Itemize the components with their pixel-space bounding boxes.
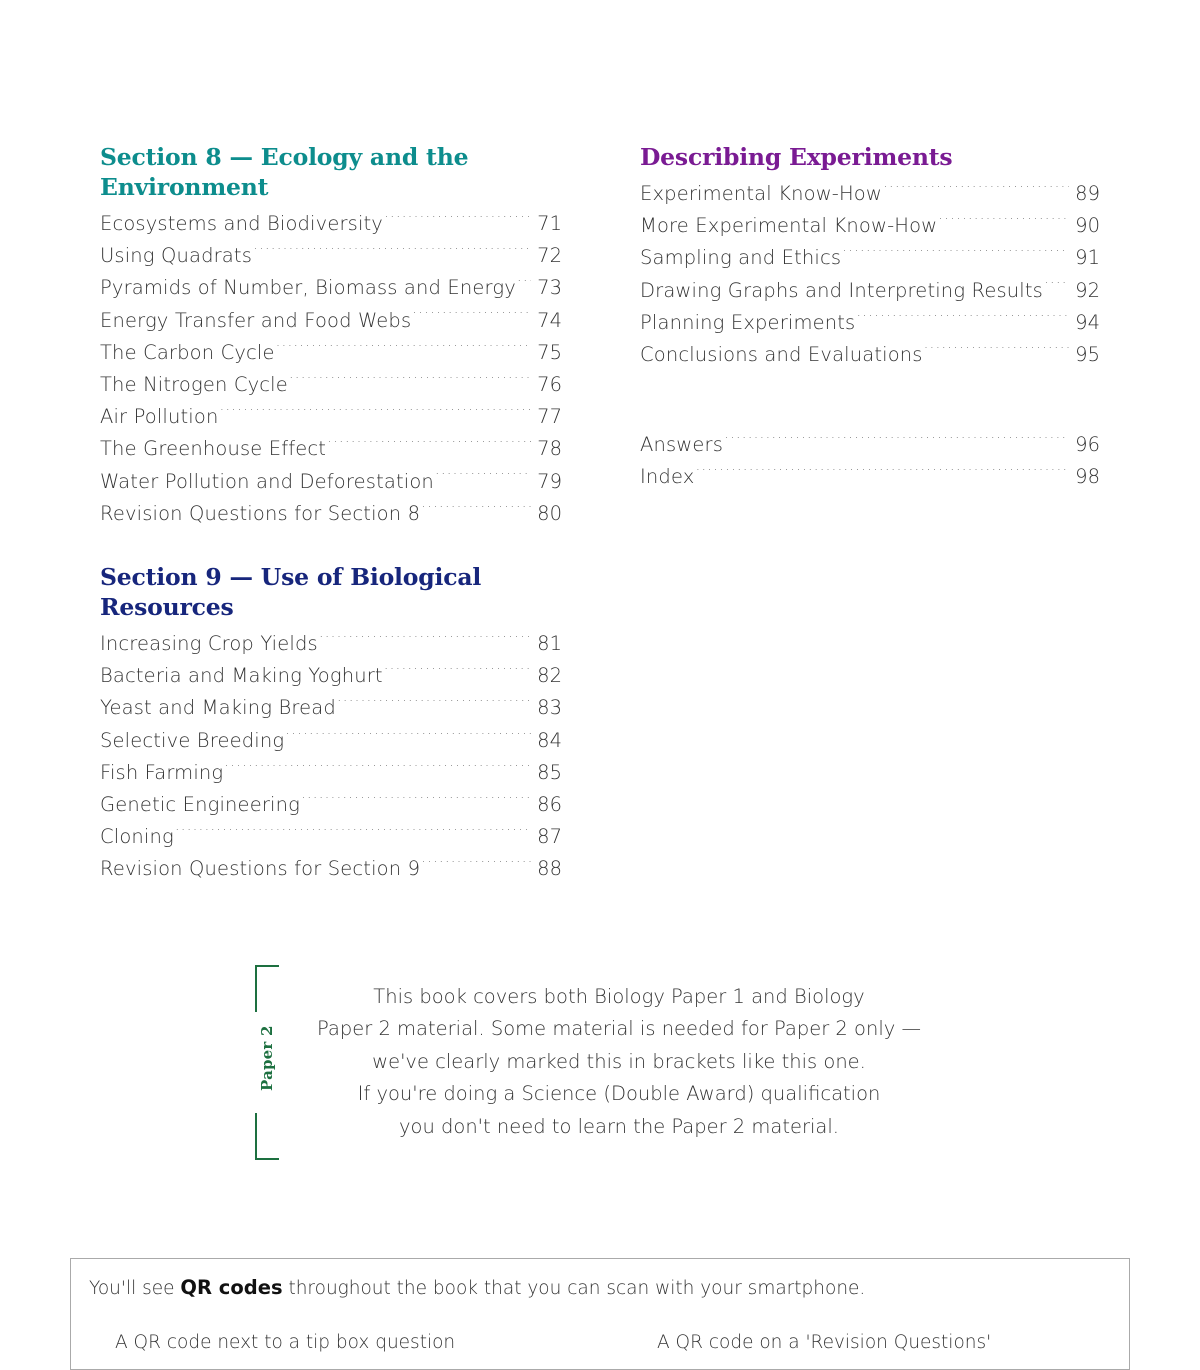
toc-entry-title: Cloning bbox=[100, 825, 174, 849]
toc-entry[interactable] bbox=[100, 208, 562, 240]
dot-leader bbox=[421, 500, 531, 520]
toc-entry-title: Revision Questions for Section 8 bbox=[100, 501, 421, 525]
toc-entry-page: 78 bbox=[537, 437, 562, 461]
dot-leader bbox=[1044, 277, 1069, 297]
toc-entry-title: Air Pollution bbox=[100, 405, 219, 429]
toc-entry-title: Ecosystems and Biodiversity bbox=[100, 212, 383, 235]
qr-intro-text bbox=[89, 1276, 865, 1299]
dot-leader bbox=[327, 436, 531, 456]
toc-entry[interactable] bbox=[100, 401, 562, 433]
toc-entry-page: 77 bbox=[537, 405, 562, 429]
toc-entry[interactable] bbox=[100, 692, 562, 724]
toc-entry-title: More Experimental Know-How bbox=[640, 214, 938, 238]
toc-entry-page: 95 bbox=[1075, 343, 1100, 367]
paper-2-line: Paper 2 material. Some material is needed for Paper 2 only — bbox=[317, 1017, 921, 1041]
toc-entry-title: The Carbon Cycle bbox=[100, 340, 275, 364]
toc-entry-page: 92 bbox=[1075, 278, 1100, 302]
paper-2-line: you don't need to learn the Paper 2 material. bbox=[398, 1114, 840, 1138]
toc-entry-page: 76 bbox=[537, 373, 562, 397]
paper-2-body-text bbox=[315, 981, 923, 1143]
toc-entry[interactable] bbox=[640, 210, 1100, 242]
dot-leader bbox=[883, 181, 1069, 201]
toc-entry-title: Pyramids of Number, Biomass and Energy bbox=[100, 276, 516, 300]
dot-leader bbox=[276, 339, 531, 359]
toc-entry-title: Answers bbox=[640, 433, 724, 457]
back-matter-entry-list bbox=[640, 429, 1100, 493]
dot-leader bbox=[289, 372, 531, 392]
toc-entry[interactable] bbox=[100, 433, 562, 465]
section-8-entry-list bbox=[100, 208, 562, 530]
toc-entry-title: Energy Transfer and Food Webs bbox=[100, 308, 412, 332]
paper-2-label: Paper 2 bbox=[258, 1024, 276, 1091]
toc-entry-page: 81 bbox=[537, 632, 562, 656]
toc-entry-title: The Nitrogen Cycle bbox=[100, 373, 288, 397]
toc-entry-title: Revision Questions for Section 9 bbox=[100, 857, 421, 881]
toc-entry-title: The Greenhouse Effect bbox=[100, 437, 327, 461]
toc-entry-page: 72 bbox=[537, 244, 562, 268]
toc-entry-page: 91 bbox=[1075, 246, 1100, 270]
dot-leader bbox=[435, 468, 531, 488]
qr-codes-info-box bbox=[70, 1258, 1130, 1370]
toc-entry-page: 94 bbox=[1075, 310, 1100, 334]
toc-entry-page: 73 bbox=[537, 276, 562, 300]
contents-left-column bbox=[100, 142, 562, 886]
toc-entry-page: 85 bbox=[537, 760, 562, 784]
toc-entry-page: 98 bbox=[1075, 465, 1100, 489]
dot-leader bbox=[319, 631, 531, 651]
toc-entry-page: 82 bbox=[537, 664, 562, 688]
section-9-entry-list bbox=[100, 628, 562, 886]
toc-entry[interactable] bbox=[640, 242, 1100, 274]
toc-entry[interactable] bbox=[100, 821, 562, 853]
toc-entry[interactable] bbox=[100, 498, 562, 530]
qr-caption-revision-questions: A QR code on a 'Revision Questions' bbox=[657, 1332, 992, 1353]
qr-intro-before: You'll see bbox=[89, 1278, 181, 1299]
toc-entry[interactable] bbox=[640, 339, 1100, 371]
bracket-bottom-arm bbox=[255, 1113, 279, 1160]
paper-2-callout bbox=[255, 965, 925, 1160]
bracket-top-arm bbox=[255, 965, 279, 1012]
dot-leader bbox=[384, 211, 531, 231]
toc-entry-title: Drawing Graphs and Interpreting Results bbox=[640, 278, 1043, 302]
dot-leader bbox=[724, 432, 1069, 452]
toc-entry-title: Selective Breeding bbox=[100, 728, 285, 752]
qr-caption-tip-box: A QR code next to a tip box question bbox=[115, 1332, 456, 1353]
toc-entry-title: Planning Experiments bbox=[640, 310, 856, 334]
dot-leader bbox=[224, 759, 531, 779]
section-spacer bbox=[640, 371, 1100, 429]
dot-leader bbox=[517, 275, 531, 295]
toc-entry-page: 83 bbox=[537, 696, 562, 720]
toc-entry[interactable] bbox=[100, 337, 562, 369]
dot-leader bbox=[384, 663, 531, 683]
toc-entry-page: 80 bbox=[537, 501, 562, 525]
toc-entry[interactable] bbox=[100, 725, 562, 757]
toc-entry[interactable] bbox=[100, 628, 562, 660]
dot-leader bbox=[253, 243, 531, 263]
toc-entry[interactable] bbox=[100, 240, 562, 272]
paper-2-line: we've clearly marked this in brackets like this one. bbox=[372, 1049, 866, 1073]
toc-entry-title: Sampling and Ethics bbox=[640, 246, 842, 270]
toc-entry[interactable] bbox=[100, 466, 562, 498]
toc-entry-title: Using Quadrats bbox=[100, 244, 253, 268]
describing-experiments-entry-list bbox=[640, 178, 1100, 371]
toc-entry-page: 96 bbox=[1075, 433, 1100, 457]
dot-leader bbox=[301, 792, 531, 812]
section-8-heading: Section 8 — Ecology and the Environment bbox=[100, 143, 469, 201]
toc-entry[interactable] bbox=[640, 307, 1100, 339]
dot-leader bbox=[175, 824, 531, 844]
toc-entry[interactable] bbox=[100, 853, 562, 885]
toc-entry-title: Conclusions and Evaluations bbox=[640, 343, 923, 367]
dot-leader bbox=[842, 245, 1069, 265]
toc-entry-page: 74 bbox=[537, 308, 562, 332]
toc-entry-page: 84 bbox=[537, 728, 562, 752]
toc-entry-title: Water Pollution and Deforestation bbox=[100, 469, 434, 493]
toc-entry-page: 86 bbox=[537, 793, 562, 817]
toc-entry-page: 71 bbox=[537, 212, 562, 235]
toc-entry-title: Index bbox=[640, 465, 695, 489]
toc-entry-page: 89 bbox=[1075, 182, 1100, 205]
describing-experiments-heading: Describing Experiments bbox=[640, 143, 953, 171]
toc-entry-title: Increasing Crop Yields bbox=[100, 632, 318, 656]
toc-entry[interactable] bbox=[100, 660, 562, 692]
toc-entry[interactable] bbox=[100, 272, 562, 304]
toc-entry[interactable] bbox=[100, 789, 562, 821]
toc-entry[interactable] bbox=[640, 461, 1100, 493]
toc-entry[interactable] bbox=[640, 275, 1100, 307]
toc-entry-title: Experimental Know-How bbox=[640, 182, 882, 205]
dot-leader bbox=[938, 213, 1069, 233]
section-9-heading: Section 9 — Use of Biological Resources bbox=[100, 563, 482, 622]
toc-entry-page: 87 bbox=[537, 825, 562, 849]
toc-entry[interactable] bbox=[100, 757, 562, 789]
contents-right-column bbox=[640, 142, 1100, 494]
toc-entry[interactable] bbox=[100, 305, 562, 337]
toc-entry-page: 75 bbox=[537, 340, 562, 364]
dot-leader bbox=[856, 309, 1069, 329]
dot-leader bbox=[412, 307, 531, 327]
dot-leader bbox=[285, 727, 531, 747]
dot-leader bbox=[695, 464, 1069, 484]
paper-2-line: This book covers both Biology Paper 1 and Biology bbox=[373, 985, 865, 1008]
toc-entry[interactable] bbox=[640, 429, 1100, 461]
dot-leader bbox=[421, 856, 531, 876]
toc-entry-page: 90 bbox=[1075, 214, 1100, 238]
qr-intro-after: throughout the book that you can scan with your smartphone. bbox=[282, 1278, 866, 1299]
paper-2-line: If you're doing a Science (Double Award) qualification bbox=[357, 1082, 881, 1106]
toc-entry-title: Genetic Engineering bbox=[100, 793, 300, 817]
toc-entry-page: 88 bbox=[537, 857, 562, 881]
toc-entry-title: Yeast and Making Bread bbox=[100, 696, 336, 720]
dot-leader bbox=[924, 342, 1069, 362]
toc-entry[interactable] bbox=[640, 178, 1100, 210]
dot-leader bbox=[337, 695, 531, 715]
toc-entry-title: Bacteria and Making Yoghurt bbox=[100, 664, 383, 688]
dot-leader bbox=[219, 404, 531, 424]
toc-entry-title: Fish Farming bbox=[100, 760, 224, 784]
toc-entry-page: 79 bbox=[537, 469, 562, 493]
toc-entry[interactable] bbox=[100, 369, 562, 401]
qr-codes-bold-term: QR codes bbox=[180, 1276, 283, 1299]
